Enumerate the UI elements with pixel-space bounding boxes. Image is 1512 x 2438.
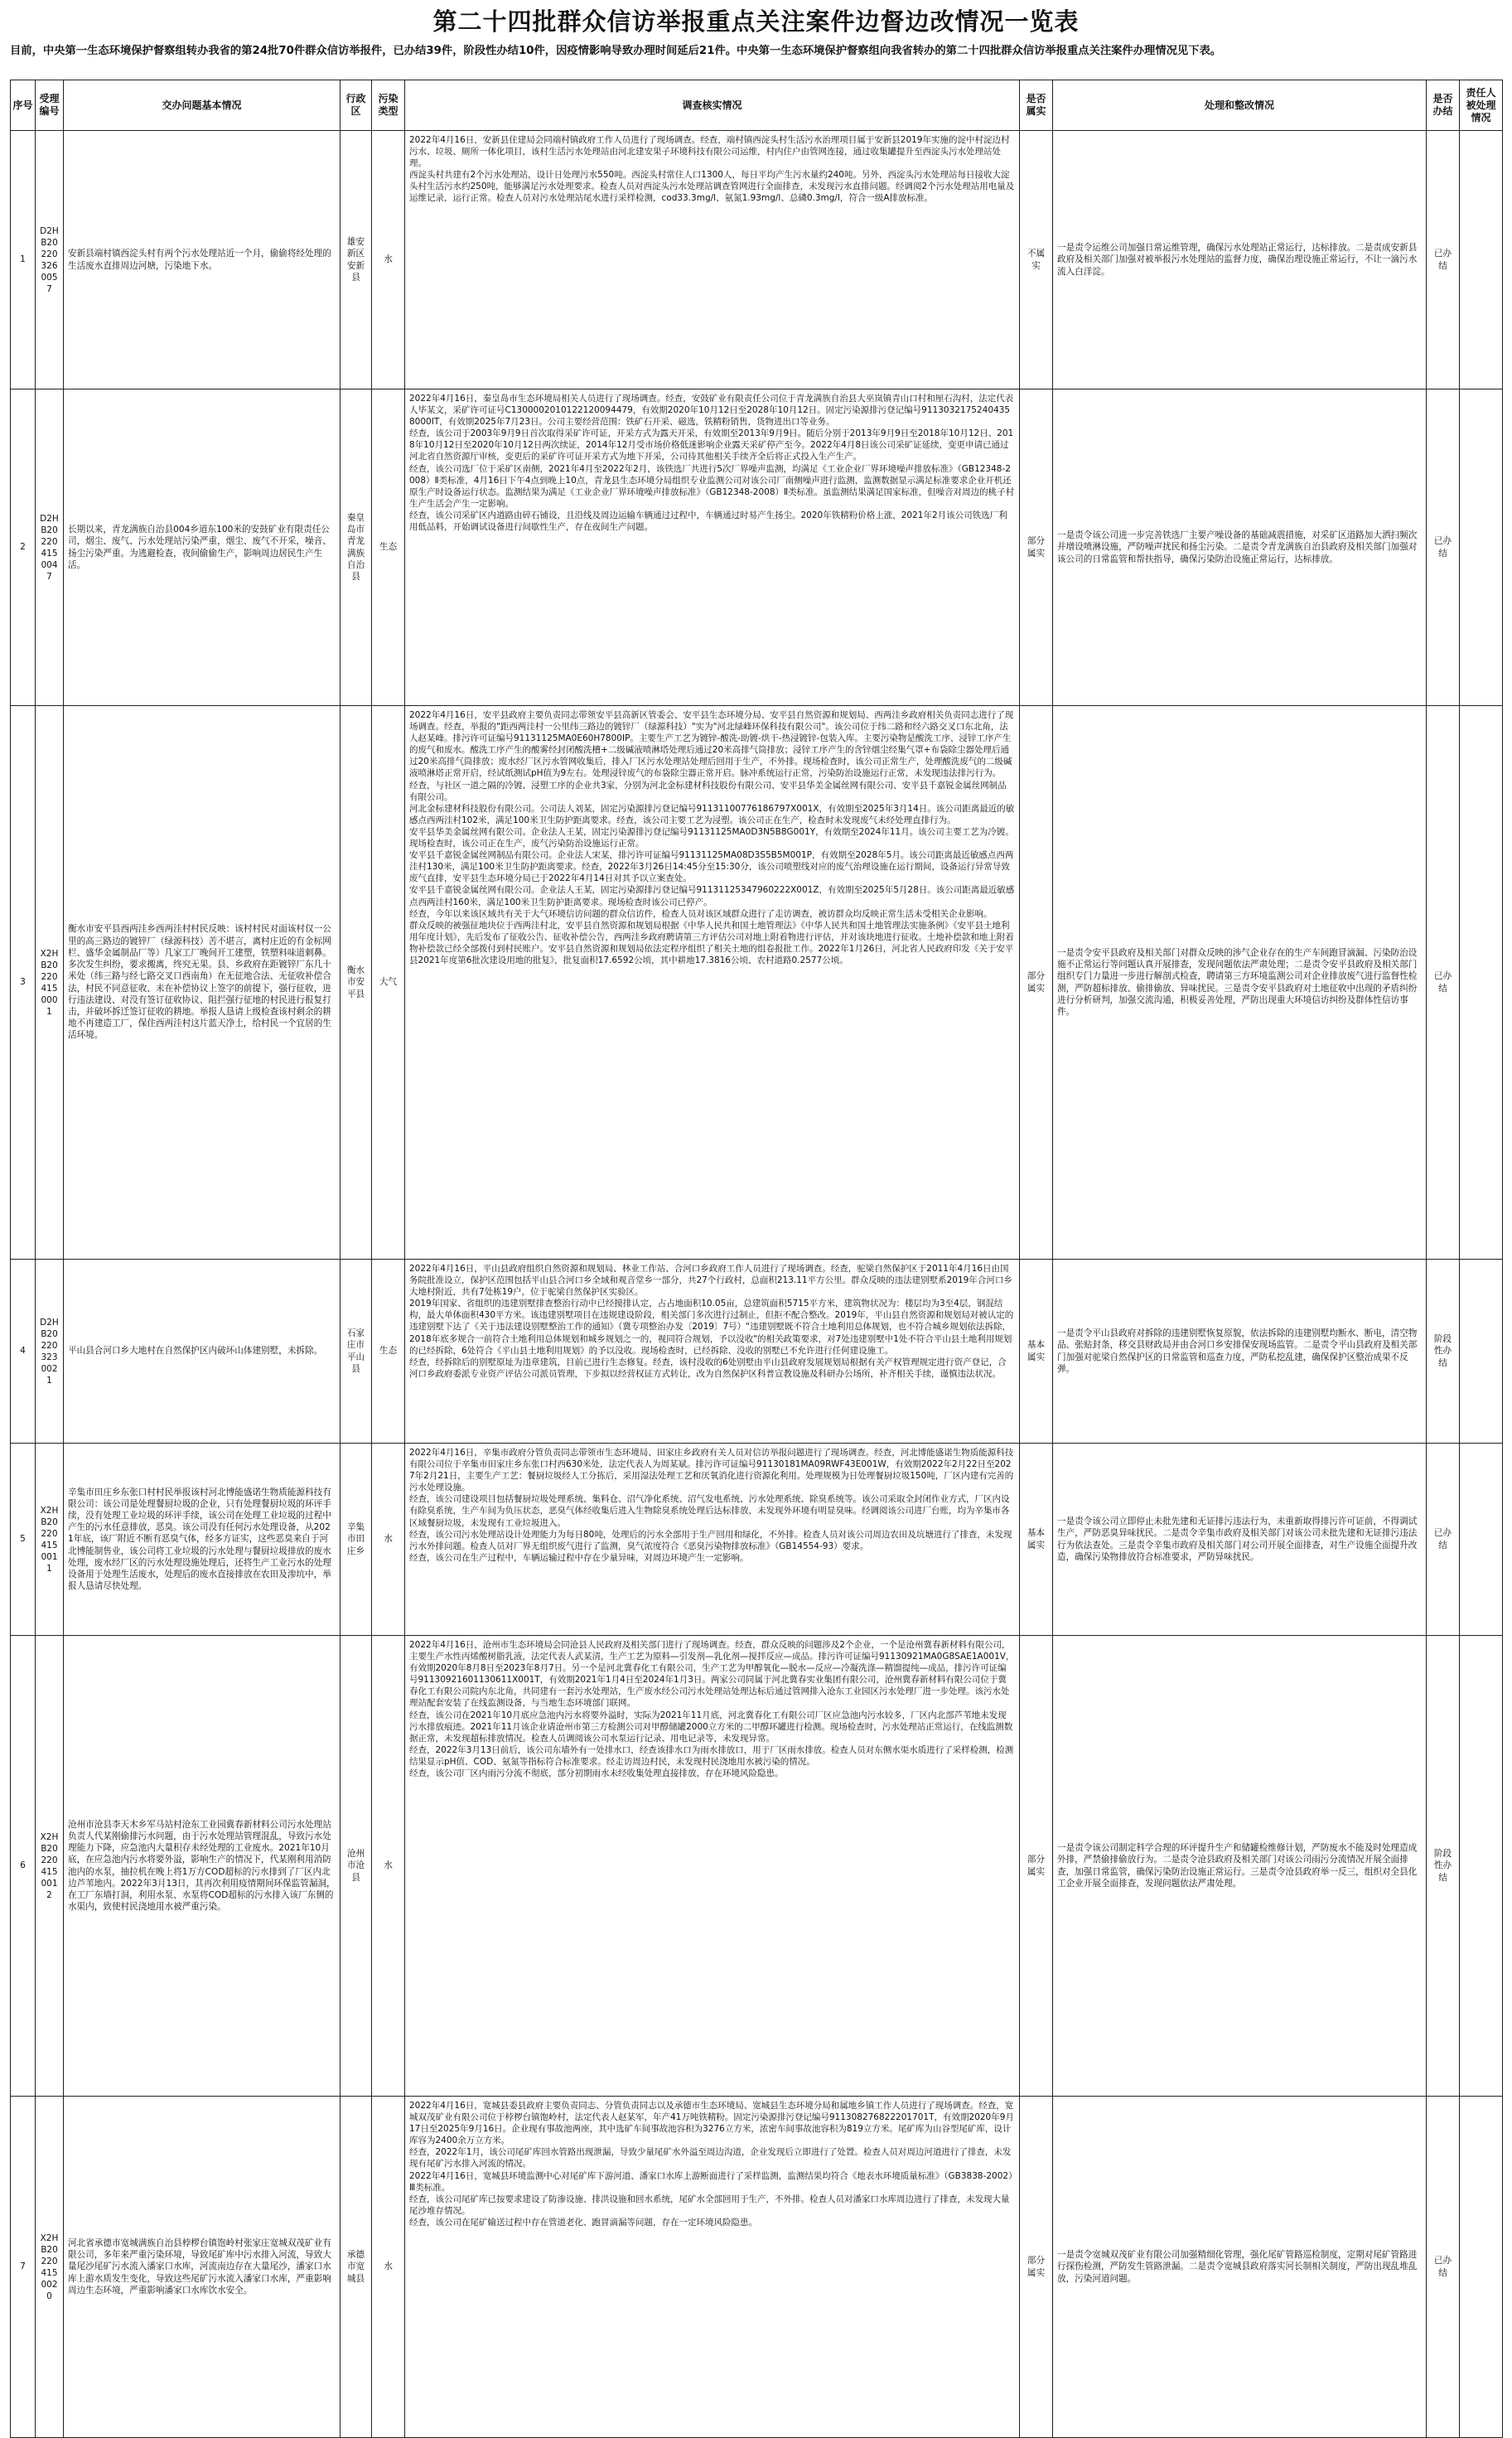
survey-paragraph: 经查，2022年3月13日前后，该公司东墙外有一处排水口，经查该排水口为雨水排放口，用于厂区雨水排放。检查人员对东侧水渠水质进行了采样检测，检测结果显示pH值、COD、氨氮等指标符合标准要求。经走访周边村民，未发现村民浇地用水被污染的情况。	[409, 1744, 1014, 1767]
header-code: 受理编号	[36, 80, 64, 131]
survey-paragraph: 经查，2022年1月，该公司尾矿库回水管路出现泄漏，导致少量尾矿水外溢至周边沟道，企业发现后立即进行了处置。检查人员对周边河道进行了排查，未发现有尾矿污水排入河流的情况。	[409, 2147, 1012, 2170]
row-handling: 一是责令该公司立即停止未批先建和无证排污违法行为，未重新取得排污许可证前，不得调试生产，严防恶臭异味扰民。二是责令辛集市政府及相关部门对该公司未批先建和无证排污违法行为依法查处。三是责令辛集市政府及相关部门对公司开展全面排查，对生产设施全面提升改造，确保污染物排放符合标准要求，严防异味扰民。	[1053, 1444, 1427, 1636]
row-pollution-type: 水	[372, 1444, 405, 1636]
row-verified: 不属实	[1020, 131, 1053, 389]
row-verified: 部分属实	[1020, 2097, 1053, 2438]
survey-paragraph: 2022年4月16日，宽城县委县政府主要负责同志、分管负责同志以及承德市生态环境局、宽城县生态环境分局和属地乡镇工作人员进行了现场调查。经查，宽城双茂矿业有限公司位于桲椤台镇饱岭村，法定代表人赵某军，年产41万吨铁精粉。固定污染源排污登记编号911308276822201701T，有效期2020年9月17日至2025年9月16日。企业现有事故池两座，其中选矿车间事故池容积为3276立方米，浓密车间事故池容积为819立方米。尾矿库为山谷型尾矿库，设计库容为2400余万立方米。	[409, 2101, 1014, 2146]
survey-paragraph: 西淀头村共建有2个污水处理站，设计日处理污水550吨。西淀头村常住人口1300人，每日平均产生污水量约240吨。另外，西淀头污水处理站每日接收大淀头村生活污水约250吨，能够满足污水处理要求。检查人员对西淀头污水处理站调查管网进行全面排查，未发现污水直排问题。经调阅2个污水处理站用电量及运维记录，运行正常。检查人员对污水处理站尾水进行采样检测，cod33.3mg/l、氨氮1.93mg/l、总磷0.3mg/l，符合一级A排放标准。	[409, 170, 1015, 204]
row-survey	[405, 131, 1020, 389]
row-pollution-type: 大气	[372, 706, 405, 1260]
row-code: X2HB202204150011	[36, 1444, 64, 1636]
survey-paragraph: 经查，该公司选厂位于采矿区南侧，2021年4月至2022年2月，该铁选厂共进行5次厂界噪声监测，均满足《工业企业厂界环境噪声排放标准》（GB12348-2008）Ⅱ类标准，4月16日下午4点到晚上10点，青龙县生态环境分局组织专业监测公司对该公司厂南侧噪声进行监测，监测数据显示满足标准要求企业开机还原生产时设备运行状态。监测结果为满足《工业企业厂界环境噪声排放标准》（GB12348-2008）Ⅱ类标准。虽监测结果满足国家标准，但噪音对周边的桃子村生产生活会产生一定影响。	[409, 463, 1015, 509]
header-no: 序号	[11, 80, 36, 131]
row-survey	[405, 2097, 1020, 2438]
row-survey	[405, 1260, 1020, 1444]
row-done: 已办结	[1427, 131, 1460, 389]
survey-paragraph: 2022年4月16日，安新县住建局会同端村镇政府工作人员进行了现场调查。经查，端村镇西淀头村生活污水治理项目属于安新县2019年实施的淀中村淀边村污水、垃圾、厕所一体化项目，该村生活污水处理站由河北建安果子环境科技有限公司运维，村内住户由管网连接，通过收集罐提升至西淀头污水处理站处理。	[409, 135, 1010, 169]
row-district: 辛集市田庄乡	[341, 1444, 372, 1636]
survey-paragraph: 2022年4月16日，平山县政府组织自然资源和规划局、林业工作站、合河口乡政府工作人员进行了现场调查。经查，驼梁自然保护区于2011年4月16日由国务院批准设立，保护区范围包括平山县合河口乡全域和观音堂乡一部分，共27个行政村，总面积213.11平方公里。群众反映的违法建别墅系2019年合河口乡大地村附近，共有7处栋19户，位于驼梁自然保护区实验区。	[409, 1264, 1012, 1298]
row-district: 承德市宽城县	[341, 2097, 372, 2438]
row-survey	[405, 1636, 1020, 2097]
row-accountability	[1460, 2097, 1503, 2438]
row-problem: 长期以来，青龙满族自治县004乡道东100米的安鼓矿业有限责任公司，烟尘、废气、污水处理站污染严重，烟尘、废气不开采，噪音、扬尘污染严重。为逃避检查，夜间偷偷生产，影响周边居民生产生活。	[64, 389, 341, 706]
table-row	[11, 706, 1503, 1260]
header-problem: 交办问题基本情况	[64, 80, 341, 131]
row-problem: 安新县端村镇西淀头村有两个污水处理站近一个月，偷偷将经处理的生活废水直排周边河塘，污染地下水。	[64, 131, 341, 389]
survey-paragraph: 经查，该公司厂区内雨污分流不彻底，部分初期雨水未经收集处理直接排放，存在环境风险隐患。	[409, 1768, 784, 1779]
header-accountability: 责任人被处理情况	[1460, 80, 1503, 131]
row-handling: 一是责令安平县政府及相关部门对群众反映的涉气企业存在的生产车间跑冒滴漏、污染防治设施不正常运行等问题认真开展排查，发现问题依法严肃处理；二是责令安平县政府及相关部门组织专门力量进一步进行解剖式检查，聘请第三方环境监测公司对企业排放废气进行监督性检测，严防超标排放、偷排偷放、异味扰民。三是责令安平县政府对土地征收中出现的矛盾纠纷进行分析研判，加强交流沟通，积极妥善处理，严防出现重大环境信访纠纷及群体性信访事件。	[1053, 706, 1427, 1260]
row-pollution-type: 水	[372, 1636, 405, 2097]
survey-paragraph: 2022年4月16日，秦皇岛市生态环境局相关人员进行了现场调查。经查，安鼓矿业有限责任公司位于青龙满族自治县大巫岚镇青山口村和厘石沟村，法定代表人毕某文，采矿许可证号C1300002010122120094479，有效期2020年10月12日至2028年10月12日。固定污染源排污登记编号91130321752404358000IT，有效期2025年7月23日。公司主要经营范围：铁矿石开采、磁选，铁精粉销售，货物进出口等业务。	[409, 394, 1014, 428]
row-no: 5	[11, 1444, 36, 1636]
row-handling: 一是责令运维公司加强日常运维管理，确保污水处理站正常运行，达标排放。二是责成安新县政府及相关部门加强对被举报污水处理站的监督力度，确保治理设施正常运行，不让一滴污水流入白洋淀。	[1053, 131, 1427, 389]
survey-paragraph: 经查，经拆除后的别墅原址为违章建筑，目前已进行生态修复。经查，该村没收的6处别墅由平山县政府发展规划局根据有关产权管理规定进行资产登记，合河口乡政府委派专业资产评估公司派员管理，下步拟以经营权证方式转让，改为自然保护区科普宣教设施及科研办公场所，补齐相关手续，谨慎违法状况。	[409, 1357, 1007, 1379]
row-code: D2HB202203230021	[36, 1260, 64, 1444]
row-district: 沧州市沧县	[341, 1636, 372, 2097]
survey-paragraph: 群众反映的被强征地块位于西两洼村北，安平县自然资源和规划局根据《中华人民共和国土地管理法》《中华人民共和国土地管理法实施条例》《安平县土地利用年度计划》，先后发布了征收公告、征收补偿公告，西两洼乡政府聘请第三方评估公司对地上附着物进行评估，并对该块地进行征收。土地补偿款和地上附着物补偿款已经全部拨付到村民账户。安平县自然资源和规划局依法定程序组织了相关土地的组卷报批工作。2022年1月26日，河北省人民政府印发《关于安平县2021年度第6批次建设用地的批复》，批复面积17.6592公顷，其中耕地17.3816公顷、农村道路0.2577公顷。	[409, 920, 1014, 965]
case-table-body	[11, 131, 1503, 2438]
header-handling: 处理和整改情况	[1053, 80, 1427, 131]
survey-paragraph: 经查，今年以来该区域共有关于大气环境信访问题的群众信访件，检查人员对该区域群众进行了走访调查，被访群众均反映正常生活未受相关企业影响。	[409, 908, 993, 919]
row-done: 已办结	[1427, 2097, 1460, 2438]
page-title: 第二十四批群众信访举报重点关注案件边督边改情况一览表	[432, 7, 1080, 36]
table-row	[11, 389, 1503, 706]
survey-paragraph: 经查，该公司污水处理站设计处理能力为每日80吨，处理后的污水全部用于生产回用和绿化，不外排。检查人员对该公司周边农田及坑塘进行了排查，未发现污水外排问题。检查人员对厂界无组织废气进行了监测，臭气浓度符合《恶臭污染物排放标准》（GB14554-93）要求。	[409, 1529, 1012, 1551]
row-code: X2HB202204150020	[36, 2097, 64, 2438]
row-handling: 一是责令该公司制定科学合理的环评提升生产和储罐检维修计划，严防废水不能及时处理造成外排，严禁偷排偷放行为。二是责令沧县政府及相关部门对该公司雨污分流情况开展全面排查，加强日常监管，确保污染防治设施正常运行。三是责令沧县政府举一反三，组织对全县化工企业开展全面排查，发现问题依法严肃处理。	[1053, 1636, 1427, 2097]
row-no: 2	[11, 389, 36, 706]
header-survey: 调查核实情况	[405, 80, 1020, 131]
row-problem: 平山县合河口乡大地村在自然保护区内破坏山体建别墅，未拆除。	[64, 1260, 341, 1444]
row-no: 4	[11, 1260, 36, 1444]
survey-paragraph: 经查，该公司在生产过程中，车辆运输过程中存在少量异味，对周边环境产生一定影响。	[409, 1552, 749, 1563]
row-done: 阶段性办结	[1427, 1636, 1460, 2097]
survey-paragraph: 经查，该公司于2003年9月9日首次取得采矿许可证，开采方式为露天开采，有效期至2013年9月9日。随后分别于2013年9月9日至2018年10月12日、2018年10月12日至2020年10月12日两次续证，2014年12月受市场价格低迷影响企业露天采矿停产至今。2022年4月8日该公司采矿证延续，变更申请已通过河北省自然资源厅审核，变更后的采矿许可证开采方式为地下开采，公司待其他相关手续齐全后将正式投入生产生产。	[409, 428, 1014, 462]
header-pollution-type: 污染类型	[372, 80, 405, 131]
row-code: D2HB202204150047	[36, 389, 64, 706]
row-verified: 部分属实	[1020, 389, 1053, 706]
row-accountability	[1460, 389, 1503, 706]
header-district: 行政区	[341, 80, 372, 131]
row-problem: 河北省承德市宽城满族自治县桲椤台镇饱岭村张家庄宽城双茂矿业有限公司，多年来严重污染环境，导致尾矿库中污水排入河流，导致大量尾沙尾矿污水流入潘家口水库，河流南边存在大量尾沙，潘家口水库上游水质发生变化，导致这些尾矿污水流入潘家口水库，严重影响周边生态环境，严重影响潘家口水库饮水安全。	[64, 2097, 341, 2438]
row-district: 石家庄市平山县	[341, 1260, 372, 1444]
row-verified: 基本属实	[1020, 1444, 1053, 1636]
intro-paragraph: 目前，中央第一生态环境保护督察组转办我省的第24批70件群众信访举报件，已办结39件，阶段性办结10件，因疫情影响导致办理时间延后21件。中央第一生态环境保护督察组向我省转办的第二十四批群众信访举报重点关注案件办理情况见下表。	[10, 45, 1222, 57]
row-problem: 沧州市沧县李天木乡军马站村沧东工业园冀春新材料公司污水处理站负责人代某刚偷排污水问题，由于污水处理站管理混乱，导致污水处理能力下降，应急池内大量积存未经处理的工业废水。2021年10月底，在应急池内污水将要外溢，影响生产的情况下，代某刚利用消防池内的水泵，抽拉机在晚上将1万方COD超标的污水排到了厂区内北边芦苇地内。2022年3月13日，其再次利用疫情期间环保监管漏洞，在工厂东墙打洞，利用水泵、水泵将COD超标的污水排入该厂东侧的水渠内，致使村民浇地用水被严重污染。	[64, 1636, 341, 2097]
row-accountability	[1460, 1444, 1503, 1636]
row-done: 已办结	[1427, 389, 1460, 706]
survey-paragraph: 河北金标建材科技股份有限公司。公司法人刘某，固定污染源排污登记编号91131100776186797X001X，有效期至2025年3月14日。该公司距离最近的敏感点西两洼村102米，满足100米卫生防护距离要求。经查，该公司主要工艺为浸塑。该公司正在生产，检查时未发现废气未经处理直排行为。	[409, 803, 1015, 825]
table-row	[11, 1636, 1503, 2097]
row-handling: 一是责令该公司进一步完善铁选厂主要产噪设备的基础减震措施，对采矿区道路加大洒扫频次并增设喷淋设施，严防噪声扰民和扬尘污染。二是责令青龙满族自治县政府及相关部门加强对该公司的日常监管和帮扶指导，确保污染防治设施正常运行，达标排放。	[1053, 389, 1427, 706]
survey-paragraph: 安平县千嘉锐金属丝网有限公司。企业法人王某，固定污染源排污登记编号91131125347960222X001Z，有效期至2025年5月28日。该公司距离最近敏感点西两洼村160米，满足100米卫生防护距离要求。现场检查时该公司已停产。	[409, 885, 1015, 907]
survey-paragraph: 安平县千嘉锐金属丝网制品有限公司。企业法人宋某，排污许可证编号91131125MA08D3S5B5M001P，有效期至2028年5月。该公司距离最近敏感点西两洼村130米，满足100米卫生防护距离要求。经查，2022年3月26日14:45分至15:30分，该公司喷塑线对应的废气治理设施在运行期间，设备运行异常导致废气直排，安平县生态环境分局已于2022年4月14日对其予以立案查处。	[409, 850, 1014, 884]
row-pollution-type: 生态	[372, 389, 405, 706]
row-handling: 一是责令宽城双茂矿业有限公司加强精细化管理，强化尾矿管路巡检制度，定期对尾矿管路进行探伤检测，严防发生管路泄漏。二是责令宽城县政府落实河长制相关制度，严防出现乱堆乱放，污染河道问题。	[1053, 2097, 1427, 2438]
row-pollution-type: 生态	[372, 1260, 405, 1444]
survey-paragraph: 2022年4月16日，沧州市生态环境局会同沧县人民政府及相关部门进行了现场调查。经查，群众反映的问题涉及2个企业，一个是沧州冀春新材料有限公司，主要生产水性丙烯酸树脂乳液，法定代表人武某清，生产工艺为原料—引发剂—乳化剂—搅拌反应—成品。排污许可证编号91130921MA0G8SAE1A001V，有效期2020年8月8日至2023年8月7日。另一个是河北冀春化工有限公司，生产工艺为甲醇氧化—脱水—反应—冷凝洗涤—精馏提纯—成品，排污许可证编号91130921601130611X001T，有效期2021年1月4日至2024年1月3日。两家公司同属于河北冀春实业集团有限公司，沧州冀春新材料有限公司位于冀春化工有限公司院内东北角，共同建有一套污水处理站，生产废水经公司污水处理站处理达标后通过管网排入沧东工业园区污水处理厂进一步处理。该污水处理站配套安装了在线监测设备，与当地生态环境部门联网。	[409, 1640, 1015, 1709]
header-verified: 是否属实	[1020, 80, 1053, 131]
row-no: 6	[11, 1636, 36, 2097]
row-survey	[405, 706, 1020, 1260]
row-no: 7	[11, 2097, 36, 2438]
survey-paragraph: 2022年4月16日，宽城县环境监测中心对尾矿库下游河道、潘家口水库上游断面进行了采样监测，监测结果均符合《地表水环境质量标准》（GB3838-2002）Ⅲ类标准。	[409, 2170, 1013, 2193]
row-accountability	[1460, 1636, 1503, 2097]
table-header-row	[11, 80, 1503, 131]
header-done: 是否办结	[1427, 80, 1460, 131]
survey-paragraph: 经查，该公司建设项目包括餐厨垃圾处理系统、集料仓、沼气净化系统、沼气发电系统、污水处理系统、除臭系统等。该公司采取全封闭作业方式，厂区内设有除臭系统，生产车间为负压状态，恶臭气体经收集后进入生物除臭系统处理后达标排放，未发现外环境有明显臭味。经调阅该公司进厂台账，均为辛集市各区域餐厨垃圾，未发现有工业垃圾进入。	[409, 1494, 1010, 1528]
table-row	[11, 2097, 1503, 2438]
row-accountability	[1460, 1260, 1503, 1444]
table-row	[11, 1444, 1503, 1636]
row-done: 已办结	[1427, 706, 1460, 1260]
row-done: 阶段性办结	[1427, 1260, 1460, 1444]
row-district: 秦皇岛市青龙满族自治县	[341, 389, 372, 706]
row-no: 3	[11, 706, 36, 1260]
row-handling: 一是责令平山县政府对拆除的违建别墅恢复原貌，依法拆除的违建别墅均断水、断电，清空物品、张贴封条，移交县财政局并由合河口乡安排保安现场监管。二是责令平山县政府及相关部门加强对驼梁自然保护区的日常监管和巡查力度，严防私挖乱建，确保保护区整治成果不反弹。	[1053, 1260, 1427, 1444]
survey-paragraph: 经查，该公司在2021年10月底应急池内污水将要外溢时，实际为2021年11月底，河北冀春化工有限公司厂区应急池内污水较多，厂区内北部芦苇地未发现污水排放痕迹。2021年11月该企业请沧州市第三方检测公司对甲醇储罐2000立方米的二甲醇环罐进行检测。现场检查时，污水处理站正常运行，在线监测数据正常，未发现超标排放情况。检查人员调阅该公司水泵运行记录、用电记录等，未发现异常。	[409, 1710, 1013, 1744]
table-row	[11, 131, 1503, 389]
row-no: 1	[11, 131, 36, 389]
row-verified: 部分属实	[1020, 706, 1053, 1260]
survey-paragraph: 经查，该公司在尾矿输送过程中存在管道老化、跑冒滴漏等问题，存在一定环境风险隐患。	[409, 2217, 757, 2228]
survey-paragraph: 经查，该公司采矿区内道路由碎石铺设，且沿线及周边运输车辆通过过程中，车辆通过时易产生扬尘。2020年铁精粉价格上涨，2021年2月该公司铁选厂利用低品料，开始调试设备进行间歇性生产，存在夜间生产问题。	[409, 510, 1007, 533]
row-code: X2HB202204150001	[36, 706, 64, 1260]
row-done: 已办结	[1427, 1444, 1460, 1636]
table-row	[11, 1260, 1503, 1444]
row-accountability	[1460, 131, 1503, 389]
row-code: X2HB202204150012	[36, 1636, 64, 2097]
row-accountability	[1460, 706, 1503, 1260]
row-survey	[405, 389, 1020, 706]
row-problem: 辛集市田庄乡东张口村村民举报该村河北博能盛诺生物质能源科技有限公司：该公司是处理餐厨垃圾的企业，只有处理餐厨垃圾的环评手续，没有处理工业垃圾的环评手续，该公司在处理工业垃圾的过程中产生的污水任意排放，恶臭。该公司没有任何污水处理设备，从2021年底，该厂附近不断有恶臭气体，经多方证实，这些恶臭来自于河北博能制售业，该公司将工业垃圾的污水处理与餐厨垃圾排放的废水处理，废水经厂区的污水处理设施处理后，还将生产工业污水的处理设备用于处理生活废水，处理后的废水直接排放在农田及渗坑中，举报人恳请尽快处理。	[64, 1444, 341, 1636]
row-district: 衡水市安平县	[341, 706, 372, 1260]
row-verified: 部分属实	[1020, 1636, 1053, 2097]
case-table	[10, 80, 1503, 2438]
row-district: 雄安新区安新县	[341, 131, 372, 389]
survey-paragraph: 2022年4月16日，安平县政府主要负责同志带领安平县高新区管委会、安平县生态环境分局、安平县自然资源和规划局、西两洼乡政府相关负责同志进行了现场调查。经查，举报的"距西两洼村一公里纬三路边的镀锌厂（绿源科技）"实为"河北绿峰环保科技有限公司"。该公司位于纬二路和经六路交叉口东北角，法人赵某峰。排污许可证编号91131125MA0E60H7800IP。主要生产工艺为镀锌-酸洗-助镀-烘干-热浸镀锌-包装入库。主要污染物是酸洗工序、浸锌工序产生的废气和废水。酸洗工序产生的酸雾经封闭酸洗槽+二级碱液喷淋塔处理后通过20米高排气筒排放；浸锌工序产生的含锌烟尘经集气罩+布袋除尘器处理后通过20米高排气筒排放；废水经厂区污水管网收集后，排入厂区污水处理站处理后回用于生产，不外排。现场检查时，该公司正常生产，处理酸洗废气的二级碱液喷淋塔正常开启，经试纸测试pH值为9左右。处理浸锌废气的布袋除尘器正常开启。脉冲系统运行正常，污染防治设施运行正常，未发现违法排污行为。	[409, 710, 1014, 779]
survey-paragraph: 2022年4月16日，辛集市政府分管负责同志带领市生态环境局、田家庄乡政府有关人员对信访举报问题进行了现场调查。经查，河北博能盛诺生物质能源科技有限公司位于辛集市田家庄乡东张口村西630米处，法定代表人为周某斌。排污许可证编号91130181MA09RWF43E001W，有效期2022年2月22日至2027年2月21日，主要生产工艺：餐厨垃圾经人工分拣后，采用湿法处理工艺和厌氧消化进行资源化利用。处理规模为日处理餐厨垃圾150吨，厂区内建有完善的污水处理设施。	[409, 1448, 1014, 1493]
row-pollution-type: 水	[372, 2097, 405, 2438]
row-problem: 衡水市安平县西两洼乡西两洼村村民反映：该村村民对面该村仅一公里的高三路边的镀锌厂（绿源科技）苦不堪言，离村庄近的有金标网栏、盛华金属制品厂等）几家工厂晚间开工建塑，铁塑料味道刺鼻。多次发生纠纷，要求搬离，终究无果。县、乡政府在距镀锌厂东几十米处（纬三路与经七路交叉口西南角）在无征地合法、无征收补偿合法，村民不同意征收、未在补偿协议上签字的前提下，强行征收，进行违法建设、对没有签订征收协议、阻拦强行征地的村民进行报复打击，并破坏拆迁签订征收的耕地。举报人恳请上级检查该村剩余的耕地不再建造工厂，保住西两洼村这片蓝天净土，给村民一个宜居的生活环境。	[64, 706, 341, 1260]
survey-paragraph: 经查，该公司尾矿库已按要求建设了防渗设施、排洪设施和回水系统，尾矿水全部回用于生产，不外排。检查人员对潘家口水库周边进行了排查，未发现大量尾沙堆存情况。	[409, 2194, 1010, 2216]
survey-paragraph: 2019年国家、省组织的违建别墅排查整治行动中已经摸排认定，占占地面积10.05亩，总建筑面积5715平方米，建筑物状况为：楼层均为3至4层，钢混结构，最大单体面积430平方米。该违建别墅项目在违规建设阶段，相关部门多次进行过制止，但拒不配合整改。2019年，平山县自然资源和规划局对被认定的违建别墅下达了《关于违法建设别墅整治工作的通知》（冀专项整治办发〔2019〕7号）"违建别墅既不符合土地利用总体规划，也不符合城乡规划依法拆除，2018年底多规合一前符合土地利用总体规划和城乡规划之一的，视同符合规划，予以没收"的相关政策要求，对7处违建别墅中1处不符合平山县土地利用规划的已经拆除，6处符合《平山县土地利用规划》的予以没收。现场检查时，已经拆除、没收的别墅已不允许进行任何建设施工。	[409, 1299, 1014, 1356]
survey-paragraph: 经查，与社区一道之隔的冷镀、浸塑工序的企业共3家，分别为河北金标建材科技股份有限公司、安平县华美金属丝网有限公司、安平县千嘉锐金属丝网制品有限公司。	[409, 780, 1007, 802]
row-survey	[405, 1444, 1020, 1636]
row-verified: 基本属实	[1020, 1260, 1053, 1444]
row-pollution-type: 水	[372, 131, 405, 389]
row-code: D2HB202203260057	[36, 131, 64, 389]
survey-paragraph: 安平县华美金属丝网有限公司。企业法人王某，固定污染源排污登记编号91131125MA0D3N5B8G001Y，有效期至2024年11月。该公司主要工艺为冷镀。现场检查时，该公司正在生产，废气污染防治设施运行正常。	[409, 826, 1014, 849]
